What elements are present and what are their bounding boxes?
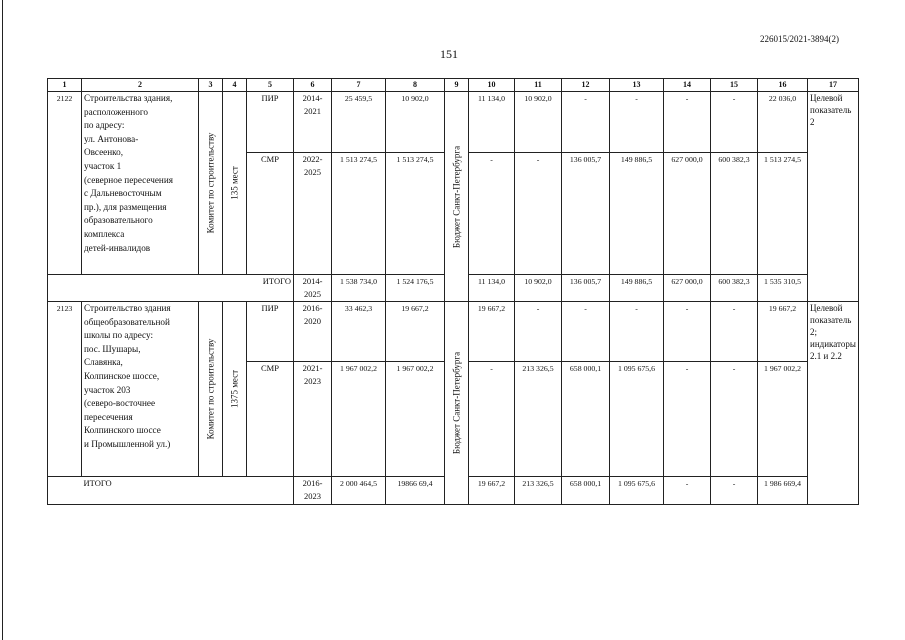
value-cell: 1 513 274,5 <box>758 153 808 275</box>
value-cell: 19 667,2 <box>469 477 515 505</box>
value-cell: - <box>711 362 758 477</box>
value-cell: 1 967 002,2 <box>332 362 386 477</box>
value-cell: - <box>610 302 664 362</box>
object-description <box>82 92 199 275</box>
value-cell: - <box>469 153 515 275</box>
description-line: Колпинского шоссе <box>84 425 161 436</box>
budget-cell <box>445 92 469 302</box>
row-number: 2123 <box>48 302 82 477</box>
value-cell: 213 326,5 <box>515 362 562 477</box>
description-line: общеобразовательной <box>84 316 170 327</box>
stage-years: 2016-2023 <box>294 477 332 505</box>
col-header: 14 <box>664 79 711 92</box>
col-header: 9 <box>445 79 469 92</box>
budget-table <box>47 78 859 505</box>
agency-label: Комитет по строительству <box>205 338 215 440</box>
col-header: 11 <box>515 79 562 92</box>
value-cell: - <box>664 362 711 477</box>
value-cell: 658 000,1 <box>562 362 610 477</box>
page-left-edge <box>2 0 3 640</box>
value-cell: 136 005,7 <box>562 153 610 275</box>
value-cell: 19 667,2 <box>469 302 515 362</box>
col-header: 13 <box>610 79 664 92</box>
value-cell: 1 513 274,5 <box>386 153 445 275</box>
description-line: и Промышленной ул.) <box>84 438 171 449</box>
capacity-label: 1375 мест <box>229 369 239 409</box>
value-cell: 1 095 675,6 <box>610 477 664 505</box>
stage-years: 2014-2025 <box>294 275 332 302</box>
col-header: 15 <box>711 79 758 92</box>
description-line: Строительство здания <box>84 303 171 313</box>
value-cell: - <box>664 302 711 362</box>
total-label: ИТОГО <box>82 477 294 505</box>
col-header: 10 <box>469 79 515 92</box>
value-cell: 19 667,2 <box>758 302 808 362</box>
value-cell: 19866 69,4 <box>386 477 445 505</box>
col-header: 3 <box>199 79 223 92</box>
capacity-cell <box>223 92 247 275</box>
value-cell: 33 462,3 <box>332 302 386 362</box>
description-line: детей-инвалидов <box>84 242 151 253</box>
col-header: 5 <box>247 79 294 92</box>
value-cell: 1 513 274,5 <box>332 153 386 275</box>
description-line: участок 1 <box>84 160 122 171</box>
value-cell: - <box>562 92 610 153</box>
description-line: расположенного <box>84 106 148 117</box>
value-cell: 149 886,5 <box>610 153 664 275</box>
agency-cell <box>199 92 223 275</box>
value-cell: 1 535 310,5 <box>758 275 808 302</box>
description-line: (северное пересечения <box>84 174 173 185</box>
stage-years: 2021-2023 <box>294 362 332 477</box>
col-header: 16 <box>758 79 808 92</box>
value-cell: 149 886,5 <box>610 275 664 302</box>
target-indicator: Целевой показатель 2 <box>808 92 859 302</box>
value-cell: - <box>664 92 711 153</box>
value-cell: - <box>664 477 711 505</box>
value-cell: 22 036,0 <box>758 92 808 153</box>
capacity-label: 135 мест <box>229 166 239 200</box>
value-cell: 1 986 669,4 <box>758 477 808 505</box>
value-cell: - <box>711 92 758 153</box>
col-header: 12 <box>562 79 610 92</box>
value-cell: 136 005,7 <box>562 275 610 302</box>
description-line: по адресу: <box>84 120 125 131</box>
value-cell: - <box>562 302 610 362</box>
value-cell: 600 382,3 <box>711 153 758 275</box>
budget-cell <box>445 302 469 505</box>
value-cell: 2 000 464,5 <box>332 477 386 505</box>
total-label: ИТОГО <box>48 275 294 302</box>
description-line: школы по адресу: <box>84 330 154 341</box>
page-number: 151 <box>440 47 458 61</box>
value-cell: 1 538 734,0 <box>332 275 386 302</box>
description-line: пос. Шушары, <box>84 343 141 354</box>
value-cell: - <box>711 302 758 362</box>
stage-years: 2016-2020 <box>294 302 332 362</box>
value-cell: 1 095 675,6 <box>610 362 664 477</box>
description-line: Строительства здания, <box>84 93 173 103</box>
value-cell: 627 000,0 <box>664 275 711 302</box>
target-indicator: Целевой показатель 2; индикаторы 2.1 и 2.2 <box>808 302 859 505</box>
value-cell: 10 902,0 <box>515 92 562 153</box>
value-cell: - <box>469 362 515 477</box>
value-cell: 658 000,1 <box>562 477 610 505</box>
row-number: 2122 <box>48 92 82 275</box>
stage-type: СМР <box>247 153 294 275</box>
stage-type: ПИР <box>247 92 294 153</box>
description-line: участок 203 <box>84 384 131 395</box>
value-cell: 627 000,0 <box>664 153 711 275</box>
value-cell: 213 326,5 <box>515 477 562 505</box>
table-row <box>48 302 859 362</box>
value-cell: 10 902,0 <box>515 275 562 302</box>
capacity-cell <box>223 302 247 477</box>
description-line: пр.), для размещения <box>84 201 167 212</box>
description-line: комплекса <box>84 228 125 239</box>
value-cell: 11 134,0 <box>469 275 515 302</box>
col-header: 4 <box>223 79 247 92</box>
description-line: пересечения <box>84 411 133 422</box>
stage-type: СМР <box>247 362 294 477</box>
description-line: с Дальневосточным <box>84 188 162 199</box>
table-row <box>48 92 859 153</box>
document-reference: 226015/2021-3894(2) <box>760 34 839 44</box>
col-header: 17 <box>808 79 859 92</box>
col-header: 2 <box>82 79 199 92</box>
stage-years: 2022-2025 <box>294 153 332 275</box>
agency-cell <box>199 302 223 477</box>
description-line: Колпинское шоссе, <box>84 370 160 381</box>
description-line: ул. Антонова- <box>84 133 139 144</box>
value-cell: 1 967 002,2 <box>386 362 445 477</box>
value-cell: 1 967 002,2 <box>758 362 808 477</box>
stage-type: ПИР <box>247 302 294 362</box>
agency-label: Комитет по строительству <box>205 132 215 234</box>
budget-label: Бюджет Санкт-Петербурга <box>451 351 461 455</box>
value-cell: - <box>515 302 562 362</box>
value-cell: 19 667,2 <box>386 302 445 362</box>
column-number-row <box>48 79 859 92</box>
value-cell: 11 134,0 <box>469 92 515 153</box>
value-cell: 1 524 176,5 <box>386 275 445 302</box>
value-cell: - <box>515 153 562 275</box>
budget-label: Бюджет Санкт-Петербурга <box>451 145 461 248</box>
object-description <box>82 302 199 477</box>
col-header: 8 <box>386 79 445 92</box>
description-line: Славянка, <box>84 357 123 368</box>
value-cell: - <box>610 92 664 153</box>
col-header: 1 <box>48 79 82 92</box>
value-cell: - <box>711 477 758 505</box>
col-header: 6 <box>294 79 332 92</box>
value-cell: 600 382,3 <box>711 275 758 302</box>
value-cell: 10 902,0 <box>386 92 445 153</box>
value-cell: 25 459,5 <box>332 92 386 153</box>
stage-years: 2014-2021 <box>294 92 332 153</box>
description-line: (северо-восточнее <box>84 398 156 409</box>
description-line: образовательного <box>84 215 153 226</box>
col-header: 7 <box>332 79 386 92</box>
description-line: Овсеенко, <box>84 147 124 158</box>
